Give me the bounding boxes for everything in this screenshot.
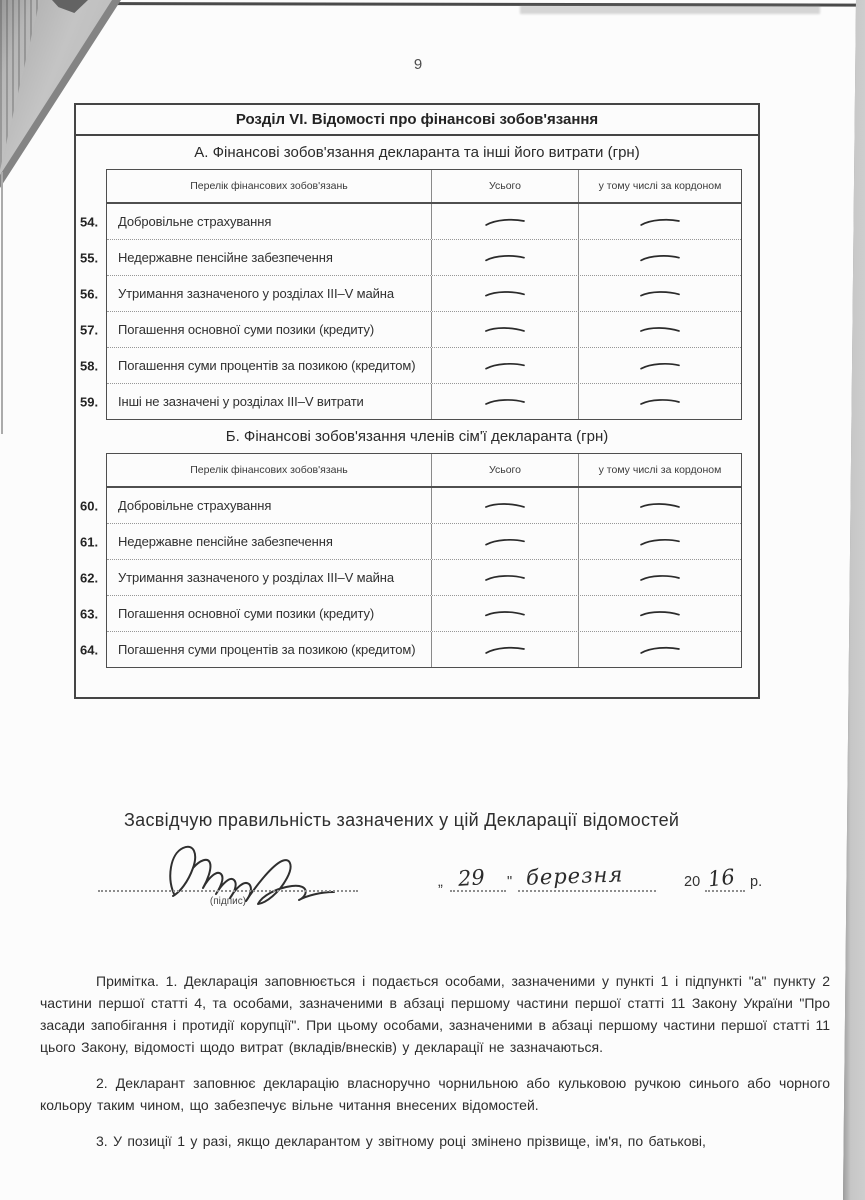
obligation-label: Погашення суми процентів за позикою (кредитом) xyxy=(118,642,416,657)
handwritten-dash xyxy=(483,322,528,336)
handwritten-dash xyxy=(483,642,528,656)
obligation-label: Інші не зазначені у розділах III–V витрати xyxy=(118,394,364,409)
table-row xyxy=(80,312,741,348)
handwritten-month: березня xyxy=(525,862,624,890)
row-number: 64. xyxy=(80,642,99,657)
row-number: 62. xyxy=(80,570,99,585)
section-title: Розділ VI. Відомості про фінансові зобов'язання xyxy=(76,105,758,136)
table-rows xyxy=(80,204,741,419)
subsection-a-title: А. Фінансові зобов'язання декларанта та інші його витрати (грн) xyxy=(194,144,640,161)
handwritten-dash xyxy=(638,287,682,300)
handwritten-dash xyxy=(483,251,527,264)
handwritten-dash xyxy=(483,572,527,584)
scan-top-smudge xyxy=(520,5,820,14)
total-cell xyxy=(431,204,579,239)
handwritten-dash xyxy=(483,214,528,228)
abroad-cell xyxy=(579,596,741,631)
handwritten-dash xyxy=(638,535,682,549)
row-number: 61. xyxy=(80,534,99,549)
date-close-quote: " xyxy=(507,874,513,890)
handwritten-dash xyxy=(638,607,682,621)
abroad-cell xyxy=(579,488,741,523)
obligations-table xyxy=(80,453,742,668)
row-number: 60. xyxy=(80,498,99,513)
handwritten-dash xyxy=(638,359,682,373)
abroad-cell xyxy=(579,384,741,419)
certification-statement: Засвідчую правильність зазначених у цій Декларації відомостей xyxy=(124,810,680,830)
handwritten-dash xyxy=(638,396,682,408)
total-cell xyxy=(431,312,579,347)
handwritten-dash xyxy=(483,396,527,408)
abroad-cell xyxy=(579,524,741,559)
table-row xyxy=(80,560,741,596)
abroad-cell xyxy=(579,632,741,667)
column-header-list: Перелік фінансових зобов'язань xyxy=(190,464,348,476)
table-header-row xyxy=(107,170,741,204)
table-row xyxy=(80,240,741,276)
table-row xyxy=(80,524,741,560)
handwritten-day: 29 xyxy=(457,865,486,891)
total-cell xyxy=(431,560,579,595)
obligation-label: Утримання зазначеного у розділах III–V майна xyxy=(118,286,395,301)
handwritten-dash xyxy=(638,572,682,584)
table-row xyxy=(80,276,741,312)
obligation-label: Погашення основної суми позики (кредиту) xyxy=(118,322,375,337)
abroad-cell xyxy=(579,560,741,595)
row-number: 55. xyxy=(80,250,99,265)
year-line xyxy=(705,890,745,892)
handwritten-year: 16 xyxy=(706,864,736,892)
table-rows xyxy=(80,488,741,667)
total-cell xyxy=(431,384,579,419)
obligation-label: Утримання зазначеного у розділах III–V майна xyxy=(118,570,395,585)
day-line xyxy=(450,890,506,892)
obligation-label: Недержавне пенсійне забезпечення xyxy=(118,250,333,265)
page-number: 9 xyxy=(413,56,423,73)
total-cell xyxy=(431,596,579,631)
handwritten-dash xyxy=(638,498,683,512)
table-row xyxy=(80,384,741,419)
column-header-abroad: у тому числі за кордоном xyxy=(598,464,722,476)
row-number: 57. xyxy=(80,322,99,337)
handwritten-dash xyxy=(638,642,683,656)
column-header-list: Перелік фінансових зобов'язань xyxy=(190,180,348,192)
total-cell xyxy=(431,524,579,559)
table-row xyxy=(80,632,741,667)
obligation-label: Добровільне страхування xyxy=(118,498,272,513)
obligation-label: Добровільне страхування xyxy=(118,214,272,229)
abroad-cell xyxy=(579,204,741,239)
row-number: 54. xyxy=(80,214,99,229)
note-paragraph-1: Примітка. 1. Декларація заповнюється і подається особами, зазначеними у пункті 1 і підпункті "а" пункту 2 частини першої статті 4, та особами, зазначеними в абзаці першому частини першої статті 11 Закону України "Про засади запобігання і протидії корупції". При цьому особами, зазначеними в абзаці першому частини першої статті 11 цього Закону, відомості щодо витрат (вкладів/внесків) у декларації не зазначаються. xyxy=(40,973,830,1055)
handwritten-dash xyxy=(638,251,682,264)
table-row xyxy=(80,488,741,524)
abroad-cell xyxy=(579,240,741,275)
table-row xyxy=(80,348,741,384)
table-row xyxy=(80,596,741,632)
column-header-total: Усього xyxy=(431,170,579,202)
table-row xyxy=(80,204,741,240)
signature-line xyxy=(98,890,358,892)
scan-left-edge-line xyxy=(1,172,3,434)
note-paragraph-3: 3. У позиції 1 у разі, якщо декларантом у звітному році змінено прізвище, ім'я, по батькові, xyxy=(96,1133,706,1149)
abroad-cell xyxy=(579,348,741,383)
month-line xyxy=(518,890,656,892)
row-number: 58. xyxy=(80,358,99,373)
date-open-quote: „ xyxy=(438,874,443,890)
total-cell xyxy=(431,348,579,383)
signature-caption: (підпис) xyxy=(209,896,247,907)
subsection-b-title: Б. Фінансові зобов'язання членів сім'ї декларанта (грн) xyxy=(225,428,609,445)
year-unit: р. xyxy=(750,874,763,890)
handwritten-dash xyxy=(483,359,527,373)
row-number: 59. xyxy=(80,394,99,409)
handwritten-dash xyxy=(638,322,683,336)
obligation-label: Недержавне пенсійне забезпечення xyxy=(118,534,333,549)
obligations-table xyxy=(80,169,742,420)
column-header-abroad: у тому числі за кордоном xyxy=(598,180,722,192)
year-prefix: 20 xyxy=(684,874,701,890)
obligation-label: Погашення суми процентів за позикою (кредитом) xyxy=(118,358,416,373)
section-vi-box xyxy=(74,103,760,699)
handwritten-dash xyxy=(483,535,527,549)
notes-block xyxy=(40,970,830,1166)
handwritten-dash xyxy=(638,214,683,228)
handwritten-dash xyxy=(483,287,527,300)
handwritten-dash xyxy=(483,607,527,621)
column-header-total: Усього xyxy=(431,454,579,486)
abroad-cell xyxy=(579,276,741,311)
total-cell xyxy=(431,240,579,275)
total-cell xyxy=(431,276,579,311)
note-paragraph-2: 2. Декларант заповнює декларацію власноручно чорнильною або кульковою ручкою синього або чорного кольору таким чином, що забезпечує вільне читання внесених відомостей. xyxy=(40,1075,830,1113)
total-cell xyxy=(431,632,579,667)
total-cell xyxy=(431,488,579,523)
row-number: 63. xyxy=(80,606,99,621)
handwritten-dash xyxy=(483,498,528,512)
abroad-cell xyxy=(579,312,741,347)
table-header-row xyxy=(107,454,741,488)
row-number: 56. xyxy=(80,286,99,301)
obligation-label: Погашення основної суми позики (кредиту) xyxy=(118,606,375,621)
